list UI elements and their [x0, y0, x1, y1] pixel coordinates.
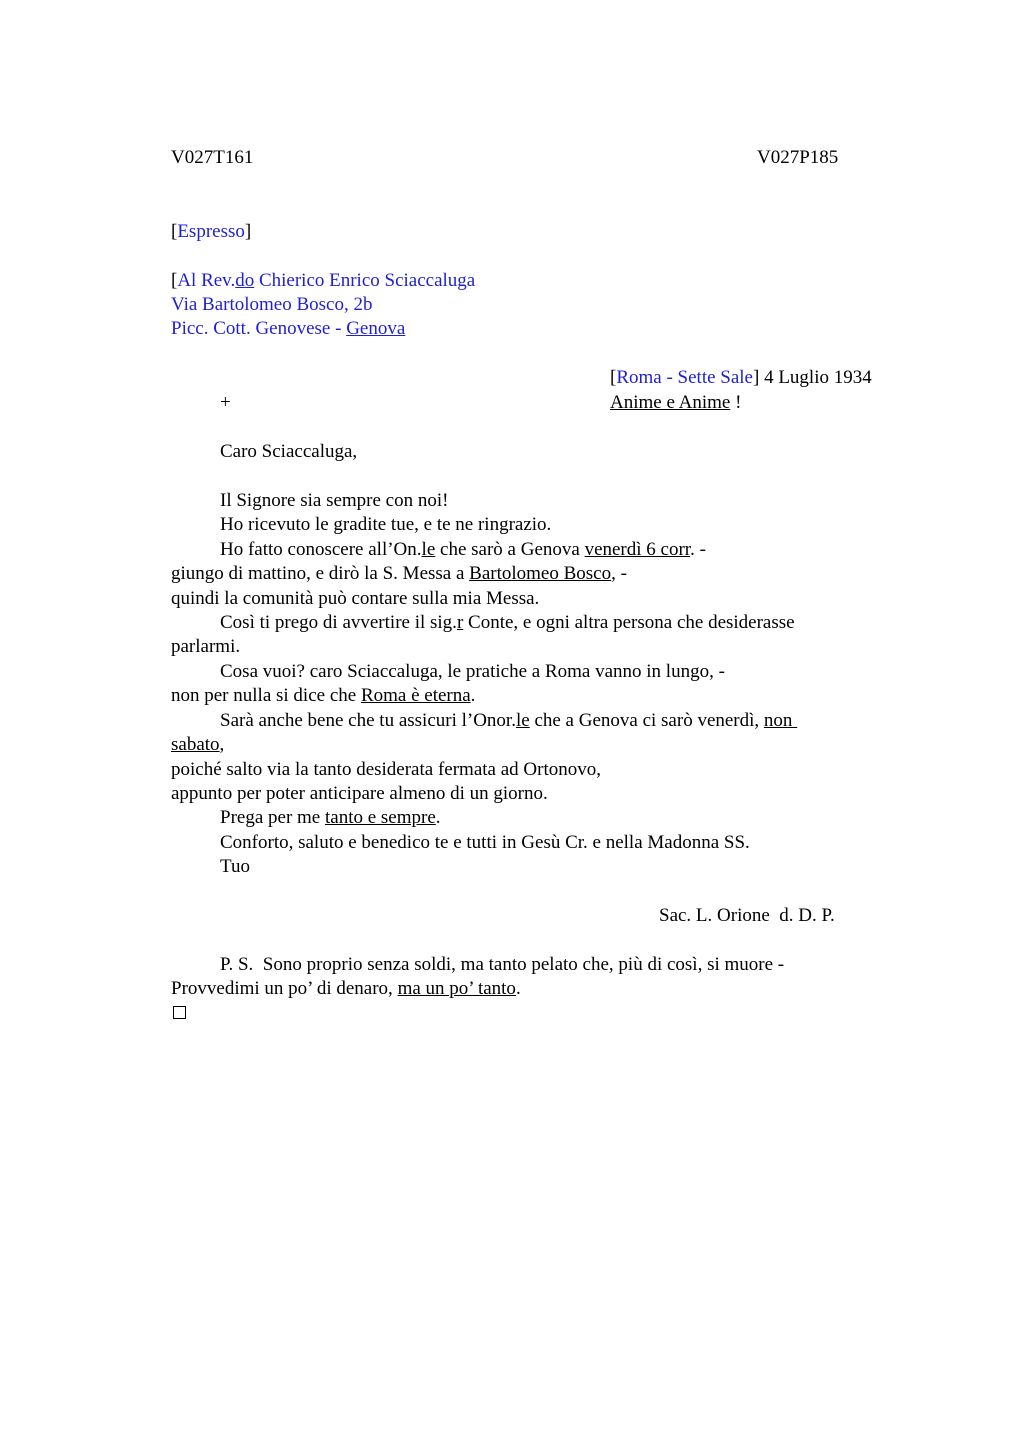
- text: Prega per me: [220, 807, 325, 828]
- text: Sarà anche bene che tu assicuri l’Onor.: [220, 710, 516, 731]
- body-line: appunto per poter anticipare almeno di un giorno.: [171, 783, 548, 804]
- text: .: [470, 685, 476, 706]
- bracket: ]: [753, 367, 760, 388]
- motto-line: [610, 391, 741, 415]
- body-line: [220, 611, 795, 635]
- text: Provvedimi un po’ di denaro,: [171, 978, 398, 999]
- espresso-note: [171, 220, 251, 244]
- body-line: [220, 709, 797, 733]
- dateline: [610, 366, 872, 390]
- document-code-right: V027P185: [757, 147, 839, 168]
- text: , -: [611, 563, 627, 584]
- address-superscript-do: do: [235, 270, 255, 291]
- underlined-text: le: [515, 710, 530, 731]
- dateline-place: Roma - Sette Sale: [616, 367, 753, 388]
- underlined-text: ma un po’ tanto: [397, 978, 516, 999]
- underlined-text: r: [456, 612, 464, 633]
- address-title: Al Rev.: [177, 270, 236, 291]
- body-line: Il Signore sia sempre con noi!: [220, 490, 449, 511]
- body-line: poiché salto via la tanto desiderata fermata ad Ortonovo,: [171, 759, 601, 780]
- motto: Anime e Anime: [610, 392, 731, 413]
- text: giungo di mattino, e dirò la S. Messa a: [171, 563, 470, 584]
- underlined-text: Bartolomeo Bosco: [469, 563, 612, 584]
- postscript-line: P. S. Sono proprio senza soldi, ma tanto pelato che, più di così, si muore -: [220, 954, 785, 975]
- body-line: [220, 806, 441, 830]
- document-code-left: V027T161: [171, 147, 254, 168]
- espresso-text: Espresso: [177, 221, 245, 242]
- postscript-line: [171, 977, 521, 1001]
- closing-tuo: Tuo: [220, 856, 250, 877]
- body-line: [171, 733, 224, 757]
- address-recipient: Chierico Enrico Sciaccaluga: [254, 270, 476, 291]
- text: .: [435, 807, 441, 828]
- bracket: [: [610, 367, 617, 388]
- underlined-text: Roma è eterna: [360, 685, 471, 706]
- signature: Sac. L. Orione d. D. P.: [659, 905, 835, 926]
- end-mark-icon: [173, 1006, 186, 1019]
- text: Così ti prego di avvertire il sig.: [220, 612, 457, 633]
- body-line: [220, 538, 706, 562]
- underlined-text: venerdì 6 corr: [584, 539, 691, 560]
- text: .: [515, 978, 521, 999]
- body-line: [171, 684, 475, 708]
- underlined-text: tanto e sempre: [324, 807, 436, 828]
- bracket: [: [171, 270, 178, 291]
- underlined-text: non: [763, 710, 798, 731]
- body-line: Cosa vuoi? caro Sciaccaluga, le pratiche a Roma vanno in lungo, -: [220, 661, 725, 682]
- bracket: ]: [244, 221, 252, 242]
- salutation: Caro Sciaccaluga,: [220, 441, 358, 462]
- text: Ho fatto conoscere all’On.: [220, 539, 422, 560]
- body-line: Conforto, saluto e benedico te e tutti in Gesù Cr. e nella Madonna SS.: [220, 832, 750, 853]
- cross-mark: +: [220, 392, 231, 413]
- bracket: [: [171, 221, 178, 242]
- text: che a Genova ci sarò venerdì,: [529, 710, 764, 731]
- body-line: parlarmi.: [171, 636, 241, 657]
- address-line-3: [171, 317, 405, 341]
- address-line-1: [171, 269, 475, 293]
- underlined-text: le: [421, 539, 436, 560]
- address-line-2: Via Bartolomeo Bosco, 2b: [171, 294, 373, 315]
- dateline-date: 4 Luglio 1934: [759, 367, 872, 388]
- address-place: Picc. Cott. Genovese -: [171, 318, 347, 339]
- text: ,: [219, 734, 225, 755]
- address-city: Genova: [346, 318, 406, 339]
- text: non per nulla si dice che: [171, 685, 361, 706]
- body-line: [171, 562, 627, 586]
- body-line: Ho ricevuto le gradite tue, e te ne ringrazio.: [220, 514, 552, 535]
- text: che sarò a Genova: [435, 539, 585, 560]
- text: Conte, e ogni altra persona che desiderasse: [463, 612, 795, 633]
- body-line: quindi la comunità può contare sulla mia Messa.: [171, 588, 540, 609]
- motto-end: !: [730, 392, 742, 413]
- underlined-text: sabato: [171, 734, 220, 755]
- text: . -: [690, 539, 706, 560]
